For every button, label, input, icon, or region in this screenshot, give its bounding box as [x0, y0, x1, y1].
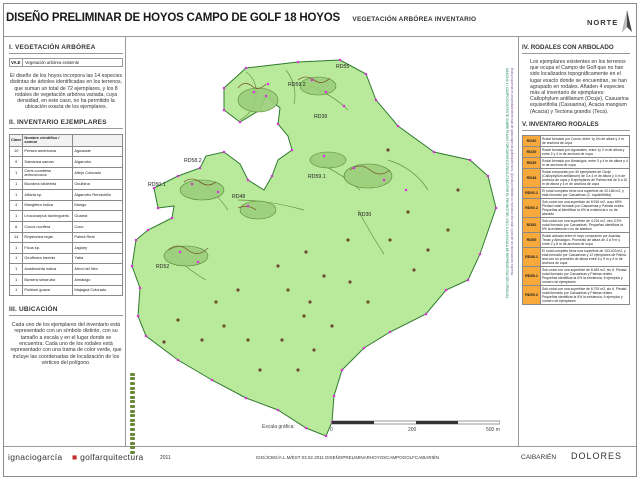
rodal-code: RD55: [523, 232, 541, 247]
table-cell: Roystonea regia: [23, 232, 73, 243]
table-row: [10, 179, 123, 190]
tree-symbol: [456, 188, 459, 191]
legend-swatch-icon: [130, 442, 135, 445]
rodal-row: [523, 187, 630, 198]
rodal-description: Rodal compuesto por 30 ejemplares de Ocuje (Callophyllum antillanum) de 3 a 4 m de altura y 4 m de anchura de copa y 8 ejemplares de Palma real de 6 a 10 m de altura y 4 m de anchura de copa: [541, 168, 630, 187]
table-cell: Alfejo Colorado: [73, 167, 123, 179]
footer-location: CAIBARIÉN: [521, 454, 557, 461]
tree-symbol: [348, 280, 351, 283]
table-cell: Mangifera indica: [23, 200, 73, 211]
table-cell: Ficus sp.: [23, 243, 73, 254]
vertex-marker: [291, 149, 294, 152]
map-label: RD59.1: [308, 174, 326, 180]
vertex-marker: [297, 61, 300, 64]
rodal-row: [523, 247, 630, 266]
species-table-body: [10, 146, 123, 296]
tree-symbol: [308, 300, 311, 303]
rodal-description: Rodal formado por Cocos, entre 1y 2m de altura y 4 m de anchura de copa: [541, 135, 630, 146]
tree-symbol: [412, 268, 415, 271]
brand-suffix: [72, 452, 144, 462]
tree-symbol: [258, 368, 261, 371]
rodal-description: El rodal completo tiene una superficie de 103.403 m2, y está formado por Casuarinas y 12 ejemplares de Palma real con un promedio de altura entre 6 y 9 m y 4 m de anchura de copa: [541, 247, 630, 266]
rodal-code: RD39: [523, 146, 541, 157]
vertex-marker: [239, 121, 242, 124]
table-cell: Ceris countless arrinconozos: [23, 167, 73, 179]
table-cell: 14: [10, 232, 23, 243]
section-1-title: I. VEGETACIÓN ARBÓREA: [9, 44, 123, 54]
vertex-marker: [171, 217, 174, 220]
vertex-marker: [137, 315, 140, 318]
table-cell: Majagua Colorado: [73, 285, 123, 296]
vertex-marker: [177, 359, 180, 362]
table-cell: Algarrobo Rendorrillo: [73, 190, 123, 201]
vertex-marker: [223, 109, 226, 112]
map-label: RD58.2: [184, 158, 202, 164]
table-row: [10, 253, 123, 264]
map-label: RD50.1: [148, 182, 166, 188]
legend-swatch-icon: [130, 410, 135, 413]
scale-tick: 0: [330, 427, 333, 433]
table-cell: 1: [10, 285, 23, 296]
table-header-cell: [73, 134, 123, 146]
vertex-marker: [191, 183, 194, 186]
table-cell: Árbol del Nim: [73, 264, 123, 275]
rodal-code: RD52: [523, 217, 541, 232]
rodal-row: [523, 266, 630, 285]
section-3-text: Cada uno de los ejemplares del inventario está representado con un símbolo distinto, con su tamaño a escala y en el lugar donde se encuentra. Cada uno de los rodales está representado con una trama de color verde, que incluye las coordenadas de localización de los vértices del polígono.: [10, 322, 122, 366]
north-label: NORTE: [587, 18, 619, 27]
legend-swatch-icon: [130, 423, 135, 426]
footer-municipality: DOLORES: [571, 451, 623, 461]
table-cell: Almácigo: [73, 274, 123, 285]
vertex-marker: [247, 179, 250, 182]
table-header-row: [10, 134, 123, 146]
page-subtitle: VEGETACIÓN ARBÓREA INVENTARIO: [352, 16, 477, 23]
table-cell: Mango: [73, 200, 123, 211]
vertex-marker: [343, 105, 346, 108]
left-panel: [9, 44, 123, 366]
vertex-marker: [341, 369, 344, 372]
tree-symbol: [322, 274, 325, 277]
vertex-marker: [365, 73, 368, 76]
rodal-row: [523, 168, 630, 187]
vertex-marker: [197, 261, 200, 264]
north-arrow-icon: [622, 10, 632, 32]
right-divider: [518, 36, 519, 446]
table-cell: Coco: [73, 221, 123, 232]
vertex-marker: [445, 289, 448, 292]
table-cell: Bursera simaruba: [23, 274, 73, 285]
footer-year: 2011: [160, 455, 171, 461]
legend-swatch-icon: [130, 387, 135, 390]
map-legend: [130, 372, 202, 455]
map-label: RD55: [336, 64, 350, 70]
key-code: VA.E: [10, 59, 23, 66]
legend-swatch-icon: [130, 382, 135, 385]
rodal-code: RD48: [523, 168, 541, 187]
tree-symbol: [346, 238, 349, 241]
table-cell: Albizia sp.: [23, 190, 73, 201]
vertex-marker: [467, 279, 470, 282]
section-2-title: II. INVENTARIO EJEMPLARES: [9, 119, 123, 129]
section-1-text: El diseño de los hoyos incorpora las 14 especies distintas de árboles identificadas en los terrenos, que suman un total de 72 ejemplares, y los 8 rodales de vegetación arbórea variada, cuya densidad, en este caso, no ha permitido la ubicación exacta de los ejemplares.: [9, 73, 123, 111]
vertex-marker: [323, 155, 326, 158]
vertex-marker: [479, 253, 482, 256]
vertex-marker: [397, 125, 400, 128]
vertex-marker: [265, 95, 268, 98]
table-row: [10, 200, 123, 211]
table-cell: Geoffroea inermis: [23, 253, 73, 264]
tree-symbol: [286, 288, 289, 291]
vertical-note-2: MANCHA 1 | CAMPO EXISTENTE SOBRE PLANO TOPOGRÁFICO FACILITADO POR EL PROMOTOR, 2010, A LA ESCALA DE REPRESENTACIÓN ORIGINAL: [505, 68, 509, 299]
rodal-description: Sub-rodal con una superficie de 8.916 m2, cuyo 65% Piedad rodal formado por Casuarinas y Palmas reales. Pequeñas al identificar la 6% la existencia o no de abedulo: [541, 198, 630, 217]
footer-reference: IGG/JCBG/A.L.M/EST 03.02.2011 DISEÑOPRELIMINARHOYOSCAMPOGOLFCAIBARIÉN: [256, 455, 440, 460]
page-header: [6, 8, 506, 34]
vertex-marker: [145, 335, 148, 338]
tree-symbol: [302, 314, 305, 317]
tree-symbol: [236, 288, 239, 291]
rodal-row: [523, 135, 630, 146]
vertex-marker: [245, 67, 248, 70]
table-row: [10, 221, 123, 232]
vertex-marker: [375, 99, 378, 102]
vertex-marker: [223, 87, 226, 90]
table-row: [10, 285, 123, 296]
scale-bar-graphic: [332, 420, 500, 426]
vertex-marker: [217, 191, 220, 194]
vertex-marker: [469, 159, 472, 162]
vertical-note-1: Esta propuesta es propiedad intelectual de ignaciogarcía golfarquitectura. Queda prohibida su reproducción total o parcial sin autorización expresa.: [510, 68, 514, 277]
rodal-code: RD58.1: [523, 266, 541, 285]
vertex-marker: [223, 151, 226, 154]
tree-symbol: [296, 368, 299, 371]
scale-tick: 500 m: [486, 427, 500, 433]
rodal-row: [523, 146, 630, 157]
table-cell: 9: [10, 157, 23, 168]
section-4-title: IV. RODALES CON ARBOLADO: [522, 44, 630, 54]
table-row: [10, 190, 123, 201]
vertex-marker: [325, 435, 328, 438]
legend-swatch-icon: [130, 428, 135, 431]
vertex-marker: [277, 123, 280, 126]
table-cell: Samanea saman: [23, 157, 73, 168]
table-header-cell: Clave: [10, 134, 23, 146]
section-5-title: V. INVENTARIO RODALES: [522, 121, 630, 131]
key-value: Vegetación arbórea existente: [25, 60, 80, 65]
vertex-marker: [157, 207, 160, 210]
rodal-description: Sub-rodal con una superficie de 4.216 m2, otro 3,3% rodal formado por Casuarinas. Pequeñas identificar la 6% la existencia o no de abedulo: [541, 217, 630, 232]
table-row: [10, 264, 123, 275]
table-cell: Azadirachta indica: [23, 264, 73, 275]
scale-bar: [262, 420, 502, 434]
rodal-row: [523, 232, 630, 247]
vegetation-key: [9, 58, 123, 67]
vertex-marker: [487, 175, 490, 178]
rodal-row: [523, 217, 630, 232]
brand-name: ignaciogarcía: [8, 452, 63, 462]
vertex-marker: [433, 151, 436, 154]
tree-symbol: [386, 148, 389, 151]
map-label: RD52: [156, 264, 170, 270]
rodal-description: Sub-rodal con una superficie de 8.793 m2, sin 6. Piedad rodal formado por Casuarinas y Palmas reales. Pequeñas identificar la 6% la existencia, 6 ejemplos y número de ejemplares: [541, 285, 630, 304]
rodales-table: [522, 135, 630, 305]
vertex-marker: [179, 251, 182, 254]
vertex-marker: [245, 397, 248, 400]
table-cell: 1: [10, 190, 23, 201]
table-cell: 10: [10, 146, 23, 157]
vertex-marker: [383, 179, 386, 182]
vertex-marker: [135, 239, 138, 242]
legend-swatch-icon: [130, 437, 135, 440]
rodal-description: Sub-rodal con una superficie de 8.483 m2, sin 6. Piedad rodal formado por Casuarinas y Palmas reales. Pequeñas identificar la 6% la existencia, 6 ejemplos y número de ejemplares: [541, 266, 630, 285]
table-row: [10, 211, 123, 222]
rodal-description: El rodal completo tiene una superficie de 20.168 m2, y está formado por Casuarinas (C. equisetifolia): [541, 187, 630, 198]
table-cell: 1: [10, 179, 23, 190]
vertex-marker: [405, 189, 408, 192]
legend-swatch-icon: [130, 391, 135, 394]
table-cell: 6: [10, 221, 23, 232]
vertex-marker: [325, 91, 328, 94]
vertex-marker: [363, 347, 366, 350]
map-label: RD39: [314, 114, 328, 120]
legend-swatch-icon: [130, 414, 135, 417]
tree-symbol: [426, 248, 429, 251]
tree-symbol: [162, 340, 165, 343]
legend-swatch-icon: [130, 419, 135, 422]
tree-symbol: [200, 338, 203, 341]
rodal-description: Rodal ubicado entre el hoyo compuesto por Acacias, Tecas y Almácigos. Promedio de altura de 3 a 9 m y entre 2 y 8 m de anchura de copa: [541, 232, 630, 247]
rodal-row: [523, 285, 630, 304]
table-cell: 1: [10, 264, 23, 275]
vertex-marker: [247, 205, 250, 208]
scale-tick: 200: [408, 427, 417, 433]
rodal-code: RD50.1: [523, 187, 541, 198]
brand-suffix-text: golfarquitectura: [80, 452, 144, 462]
legend-swatch-icon: [130, 446, 135, 449]
vertex-marker: [199, 167, 202, 170]
rodal-description: Rodal formado por Almácigos, entre 3 y 4 m de altura y 4 m de anchura de copa: [542, 158, 628, 167]
header-divider: [4, 36, 636, 37]
table-cell: Yaba: [73, 253, 123, 264]
rodal-row: [523, 198, 630, 217]
table-cell: Leucocarpus domingueris: [23, 211, 73, 222]
legend-swatch-icon: [130, 377, 135, 380]
brand-mark-icon: ■: [72, 452, 78, 462]
table-cell: 1: [10, 253, 23, 264]
table-cell: 1: [10, 243, 23, 254]
section-4-text: Los ejemplares existentes en los terrenos que ocupa el Campo de Golf que no han sido localizados topográficamente en el lugar exacto donde se encuentran, se han agrupado en rodales. Añaden 4 especies más al inventario de ejemplares: Callophylum antillanum (Ocuje), Casuarina equisetifolia (Casuarina), Acacia mangium (Acacia) y Tectona grandis (Teca).: [530, 59, 629, 115]
left-divider: [125, 36, 126, 446]
tree-symbol: [176, 318, 179, 321]
rodal-code: RD39: [523, 157, 541, 168]
vertex-marker: [271, 175, 274, 178]
table-row: [10, 157, 123, 168]
species-inventory-table: [9, 134, 123, 296]
vertex-marker: [139, 287, 142, 290]
vertex-marker: [495, 207, 498, 210]
table-cell: Algarrobo: [73, 157, 123, 168]
legend-swatch-icon: [130, 400, 135, 403]
table-row: [10, 243, 123, 254]
rodal-code: RD59.2: [523, 285, 541, 304]
vertex-marker: [267, 83, 270, 86]
rodal-code: RD50.2: [523, 198, 541, 217]
legend-swatch-icon: [130, 433, 135, 436]
scale-label: Escala gráfica:: [262, 424, 295, 430]
vertical-note-strip: [503, 68, 517, 468]
vertex-marker: [333, 395, 336, 398]
rodal-description: Rodal formado por Aguacates, entre 1y 3 m de altura y entre 2 y 4 m de anchura de copa: [541, 146, 630, 157]
table-row: [10, 146, 123, 157]
tree-symbol: [276, 264, 279, 267]
rodal-code: RD30: [523, 135, 541, 146]
table-cell: Cocos nucifera: [23, 221, 73, 232]
table-cell: Persea americana: [23, 146, 73, 157]
tree-symbol: [214, 300, 217, 303]
tree-symbol: [388, 238, 391, 241]
rodal-row: [523, 157, 630, 168]
vertex-marker: [253, 91, 256, 94]
tree-symbol: [246, 338, 249, 341]
vertex-marker: [425, 313, 428, 316]
table-header-cell: Nombre científico / común: [23, 134, 73, 146]
table-cell: Ocuibina: [73, 179, 123, 190]
rodales-table-body: [523, 135, 630, 304]
section-3-title: III. UBICACIÓN: [9, 306, 123, 316]
vertex-marker: [311, 79, 314, 82]
table-cell: Aguacate: [73, 146, 123, 157]
vertex-marker: [277, 409, 280, 412]
vertex-marker: [353, 167, 356, 170]
map-label: RD59.2: [288, 82, 306, 88]
table-cell: 4: [10, 200, 23, 211]
right-panel: [522, 44, 630, 305]
table-row: [10, 232, 123, 243]
table-cell: 1: [10, 167, 23, 179]
tree-symbol: [312, 348, 315, 351]
tree-symbol: [366, 300, 369, 303]
legend-swatch-icon: [130, 396, 135, 399]
map-label: RD30: [358, 212, 372, 218]
vertex-marker: [131, 265, 134, 268]
vertex-marker: [177, 175, 180, 178]
tree-symbol: [446, 228, 449, 231]
table-cell: Psidium guava: [23, 285, 73, 296]
vertex-marker: [339, 59, 342, 62]
tree-symbol: [304, 250, 307, 253]
table-cell: Palma Real: [73, 232, 123, 243]
page-title: DISEÑO PRELIMINAR DE HOYOS CAMPO DE GOLF 18 HOYOS: [6, 12, 340, 24]
table-cell: Jagüey: [73, 243, 123, 254]
legend-swatch-icon: [130, 405, 135, 408]
tree-symbol: [406, 210, 409, 213]
table-row: [10, 167, 123, 179]
table-row: [10, 274, 123, 285]
tree-symbol: [280, 338, 283, 341]
table-cell: 1: [10, 274, 23, 285]
vertex-marker: [147, 229, 150, 232]
tree-symbol: [222, 324, 225, 327]
table-cell: Guama: [73, 211, 123, 222]
tree-symbol: [330, 324, 333, 327]
table-cell: Bucidma idiolebria: [23, 179, 73, 190]
rodal-code: RD58.1: [523, 247, 541, 266]
map-label: RD48: [232, 194, 246, 200]
vertex-marker: [389, 331, 392, 334]
legend-swatch-icon: [130, 373, 135, 376]
table-cell: 1: [10, 211, 23, 222]
vertex-marker: [211, 379, 214, 382]
